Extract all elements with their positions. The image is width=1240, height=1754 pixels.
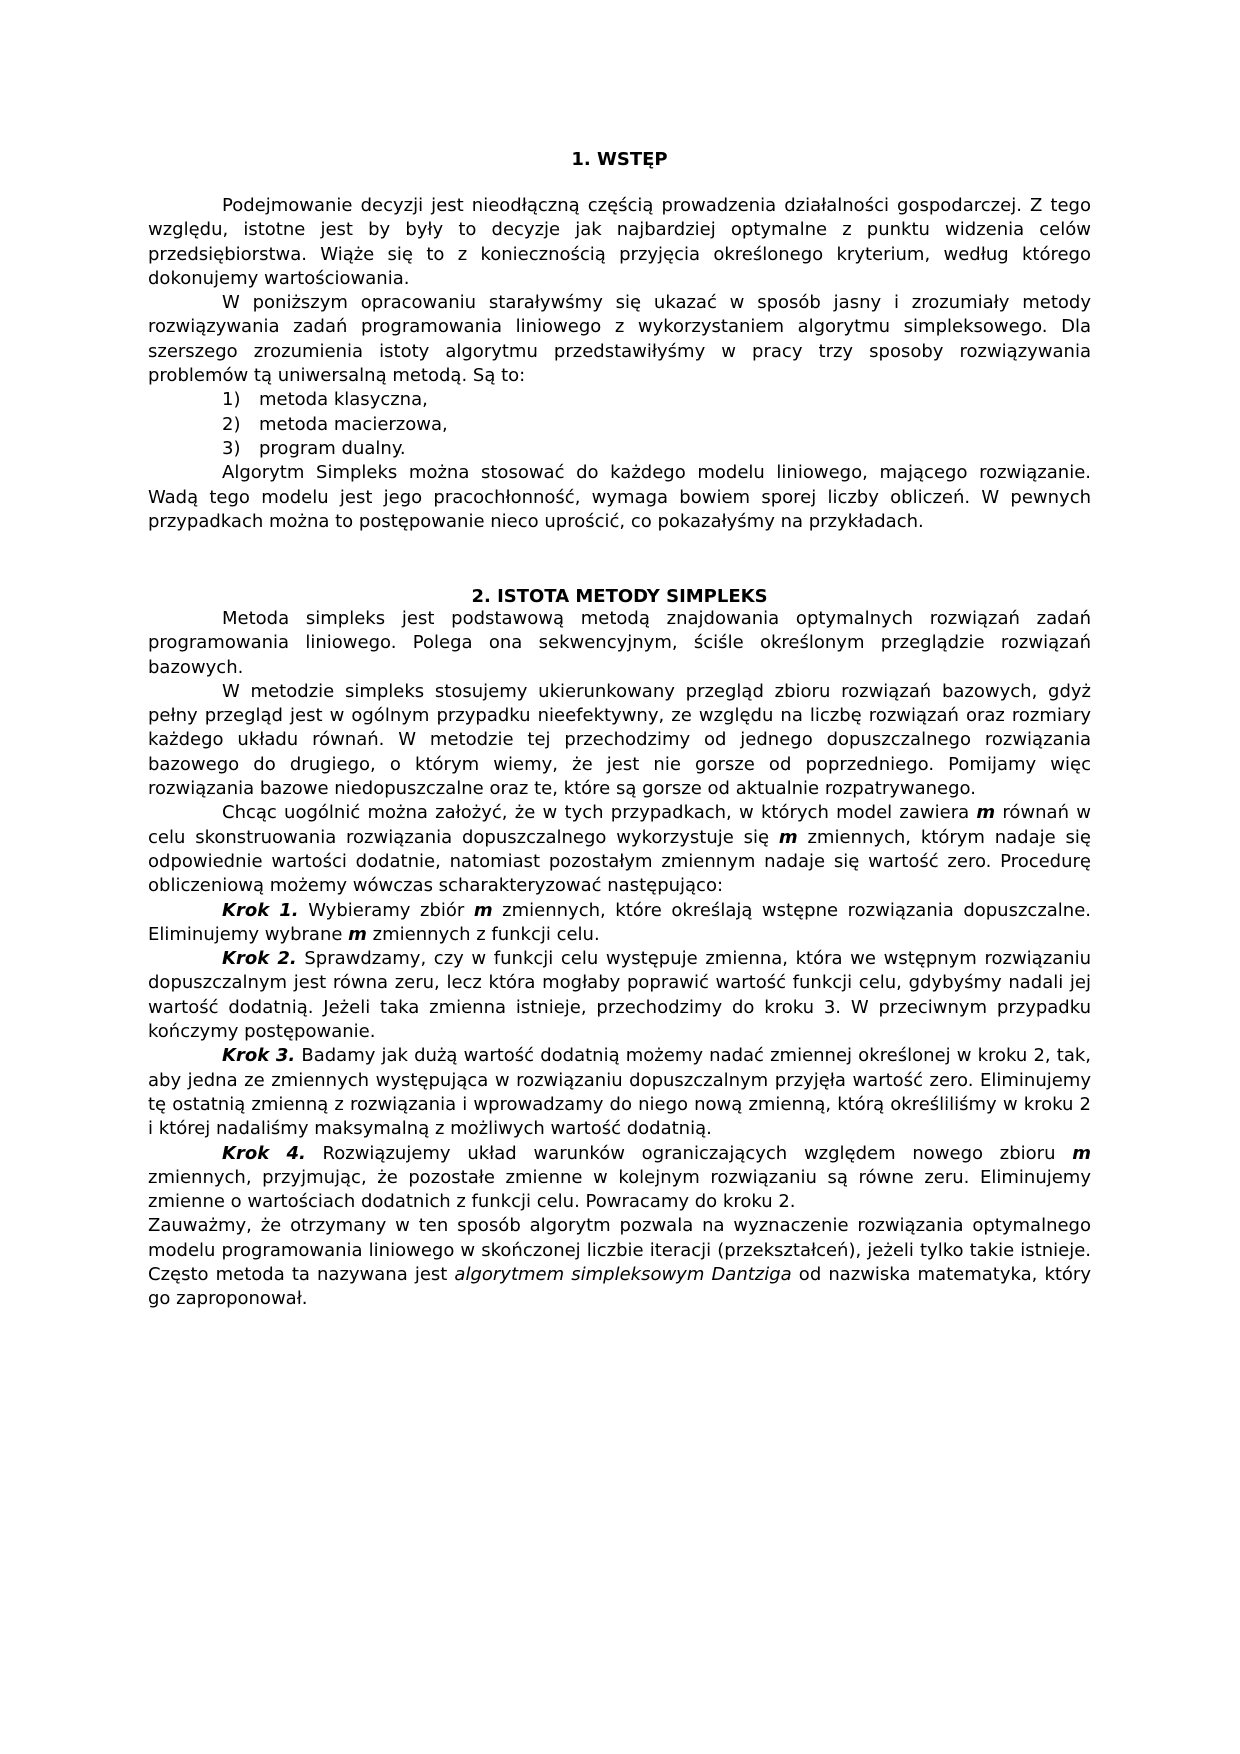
list-number: 3) — [222, 437, 241, 459]
paragraph: W metodzie simpleks stosujemy ukierunkowany przegląd zbioru rozwiązań bazowych, gdyż pełny przegląd jest w ogólnym przypadku nieefektywny, ze względu na liczbę rozwiązań oraz rozmiary każdego układu równań. W metodzie tej przechodzimy od jednego dopuszczalnego rozwiązania bazowego do drugiego, o którym wiemy, że jest nie gorsze od poprzedniego. Pomijamy więc rozwiązania bazowe niedopuszczalne oraz te, które są gorsze od aktualnie rozpatrywanego. — [148, 680, 1091, 800]
step-1 — [148, 899, 1091, 948]
text-run: zmiennych, przyjmując, że pozostałe zmienne w kolejnym rozwiązaniu są równe zeru. Eliminujemy zmienne o wartościach dodatnich z funkcji celu. Powracamy do kroku 2. — [148, 1166, 1091, 1213]
text-run: Rozwiązujemy układ warunków ograniczających względem nowego zbioru — [305, 1142, 1073, 1164]
paragraph — [148, 1214, 1091, 1311]
step-2 — [148, 947, 1091, 1044]
list-item — [148, 437, 1091, 461]
step-label: Krok 1. — [222, 899, 299, 921]
step-label: Krok 4. — [222, 1142, 306, 1164]
text-run: Badamy jak dużą wartość dodatnią możemy nadać zmiennej określonej w kroku 2, tak, aby jedna ze zmiennych występująca w rozwiązaniu dopuszczalnym przyjęła wartość zero. Eliminujemy tę ostatnią zmienną z rozwiązania i wprowadzamy do niego nową zmienną, którą określiliśmy w kroku 2 i której nadaliśmy maksymalną z możliwych wartość dodatnią. — [148, 1045, 1091, 1140]
text-run: Sprawdzamy, czy w funkcji celu występuje zmienna, która we wstępnym rozwiązaniu dopuszczalnym jest równa zeru, lecz która mogłaby poprawić wartość funkcji celu, gdybyśmy nadali jej wartość dodatnią. Jeżeli taka zmienna istnieje, przechodzimy do kroku 3. W przeciwnym przypadku kończymy postępowanie. — [148, 948, 1091, 1043]
paragraph: Podejmowanie decyzji jest nieodłączną częścią prowadzenia działalności gospodarczej. Z tego względu, istotne jest by były to decyzje jak najbardziej optymalne z punktu widzenia celów przedsiębiorstwa. Wiąże się to z koniecznością przyjęcia określonego kryterium, według którego dokonujemy wartościowania. — [148, 195, 1091, 289]
text-run: Wybieramy zbiór — [298, 899, 474, 921]
variable-m: m — [1072, 1142, 1091, 1164]
variable-m: m — [778, 826, 798, 848]
text-run: Chcąc uogólnić można założyć, że w tych przypadkach, w których model zawiera — [222, 802, 977, 824]
paragraph — [148, 801, 1091, 898]
text-run: zmiennych z funkcji celu. — [366, 923, 600, 945]
list-text: program dualny. — [259, 437, 406, 459]
text-run: równań w celu skonstruowania rozwiązania dopuszczalnego wykorzystuje się — [148, 802, 1091, 848]
list-number: 1) — [222, 389, 241, 411]
text-run: od nazwiska matematyka, który go zaproponował. — [148, 1264, 1091, 1310]
emphasis: algorytmem simpleksowym Dantziga — [454, 1264, 792, 1286]
section-1-body — [148, 194, 1091, 534]
paragraph: W poniższym opracowaniu staraływśmy się ukazać w sposób jasny i zrozumiały metody rozwiązywania zadań programowania liniowego z wykorzystaniem algorytmu simpleksowego. Dla szerszego zrozumienia istoty algorytmu przedstawiłyśmy w pracy trzy sposoby rozwiązywania problemów tą uniwersalną metodą. Są to: — [148, 292, 1091, 387]
step-label: Krok 2. — [222, 948, 297, 970]
variable-m: m — [473, 899, 493, 921]
list-item — [148, 388, 1091, 412]
list-item — [148, 413, 1091, 437]
paragraph: Metoda simpleks jest podstawową metodą znajdowania optymalnych rozwiązań zadań programowania liniowego. Polega ona sekwencyjnym, ściśle określonym przeglądzie rozwiązań bazowych. — [148, 608, 1091, 678]
step-label: Krok 3. — [222, 1045, 296, 1067]
section-2-body — [148, 607, 1091, 1312]
text-run: zmiennych, którym nadaje się odpowiednie wartości dodatnie, natomiast pozostałym zmiennym nadaje się wartość zero. Procedurę obliczeniową możemy wówczas scharakteryzować następująco: — [148, 826, 1091, 897]
text-run: zmiennych, które określają wstępne rozwiązania dopuszczalne. Eliminujemy wybrane — [148, 899, 1091, 945]
variable-m: m — [976, 802, 996, 824]
text-run: Zauważmy, że otrzymany w ten sposób algorytm pozwala na wyznaczenie rozwiązania optymalnego modelu programowania liniowego w skończonej liczbie iteracji (przekształceń), jeżeli tylko takie istnieje. Często metoda ta nazywana jest — [148, 1215, 1091, 1286]
section-2-title: 2. ISTOTA METODY SIMPLEKS — [471, 586, 768, 607]
list-text: metoda klasyczna, — [259, 389, 428, 411]
step-3 — [148, 1044, 1091, 1141]
list-number: 2) — [222, 413, 241, 435]
paragraph: Algorytm Simpleks można stosować do każdego modelu liniowego, mającego rozwiązanie. Wadą tego modelu jest jego pracochłonność, wymaga bowiem sporej liczby obliczeń. W pewnych przypadkach można to postępowanie nieco uprościć, co pokazałyśmy na przykładach. — [148, 462, 1091, 532]
step-4 — [148, 1142, 1091, 1215]
methods-list — [148, 388, 1091, 461]
section-1-title: 1. WSTĘP — [571, 149, 668, 170]
variable-m: m — [348, 923, 367, 945]
list-text: metoda macierzowa, — [259, 413, 448, 435]
